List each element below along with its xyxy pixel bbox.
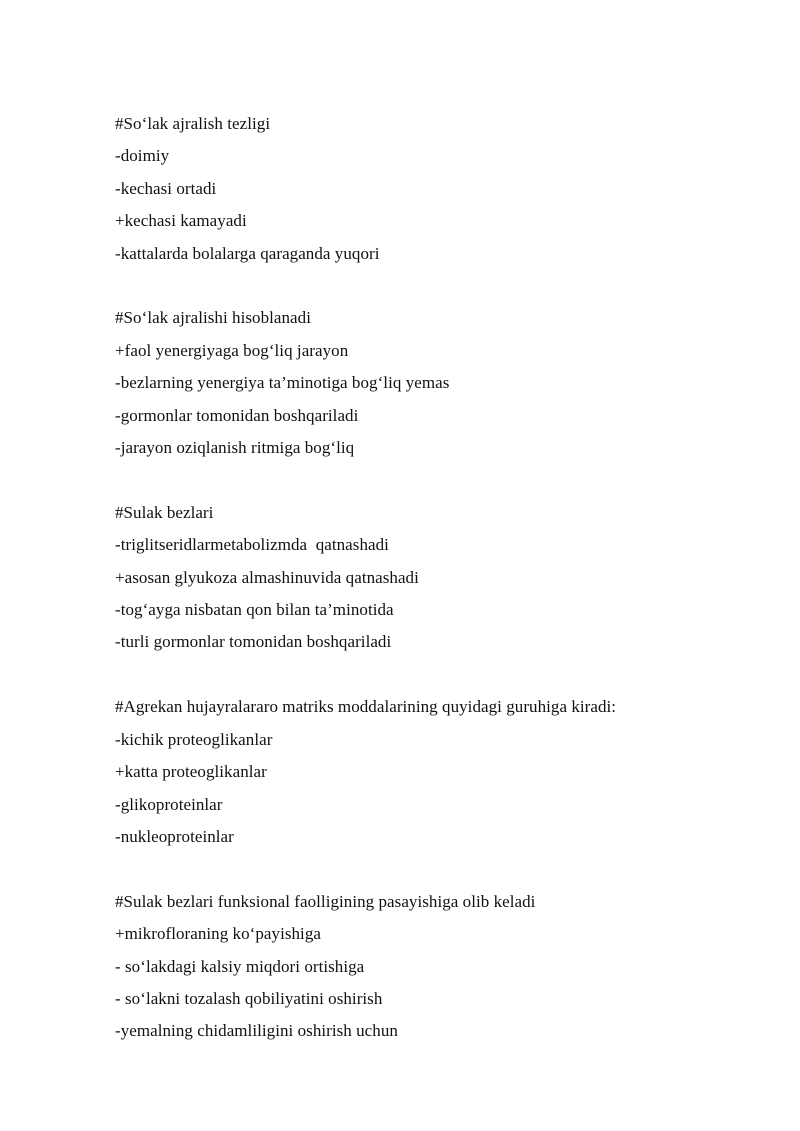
answer-option: -jarayon oziqlanish ritmiga bog‘liq [115,438,355,458]
answer-option-correct: +kechasi kamayadi [115,211,247,231]
question-block [115,691,715,853]
answer-option: -bezlarning yenergiya ta’minotiga bog‘liq yemas [115,373,450,393]
test-questions [115,108,715,1080]
question-block [115,108,715,270]
answer-option: -glikoproteinlar [115,794,223,814]
answer-option: -kechasi ortadi [115,178,217,198]
answer-option: - so‘lakni tozalash qobiliyatini oshirish [115,988,383,1008]
question-title: #Sulak bezlari funksional faolligining pasayishiga olib keladi [115,891,536,911]
answer-option: -kichik proteoglikanlar [115,729,273,749]
question-block [115,497,715,659]
answer-option-correct: +katta proteoglikanlar [115,762,267,782]
answer-option: -gormonlar tomonidan boshqariladi [115,405,359,425]
question-block [115,886,715,1048]
question-title: #Agrekan hujayralararo matriks moddalarining quyidagi guruhiga kiradi: [115,697,617,717]
question-title: #So‘lak ajralishi hisoblanadi [115,308,311,328]
answer-option: -tog‘ayga nisbatan qon bilan ta’minotida [115,600,394,620]
answer-option: -yemalning chidamliligini oshirish uchun [115,1021,398,1041]
answer-option: -kattalarda bolalarga qaraganda yuqori [115,243,380,263]
question-title: #So‘lak ajralish tezligi [115,114,271,133]
answer-option-correct: +faol yenergiyaga bog‘liq jarayon [115,340,349,360]
answer-option: -doimiy [115,146,170,166]
answer-option-correct: +asosan glyukoza almashinuvida qatnashadi [115,567,419,587]
answer-option-correct: +mikrofloraning ko‘payishiga [115,924,321,944]
answer-option: -triglitseridlarmetabolizmda qatnashadi [115,535,389,555]
question-block [115,302,715,464]
question-title: #Sulak bezlari [115,502,214,522]
answer-option: -turli gormonlar tomonidan boshqariladi [115,632,392,652]
answer-option: -nukleoproteinlar [115,826,234,846]
answer-option: - so‘lakdagi kalsiy miqdori ortishiga [115,956,365,976]
